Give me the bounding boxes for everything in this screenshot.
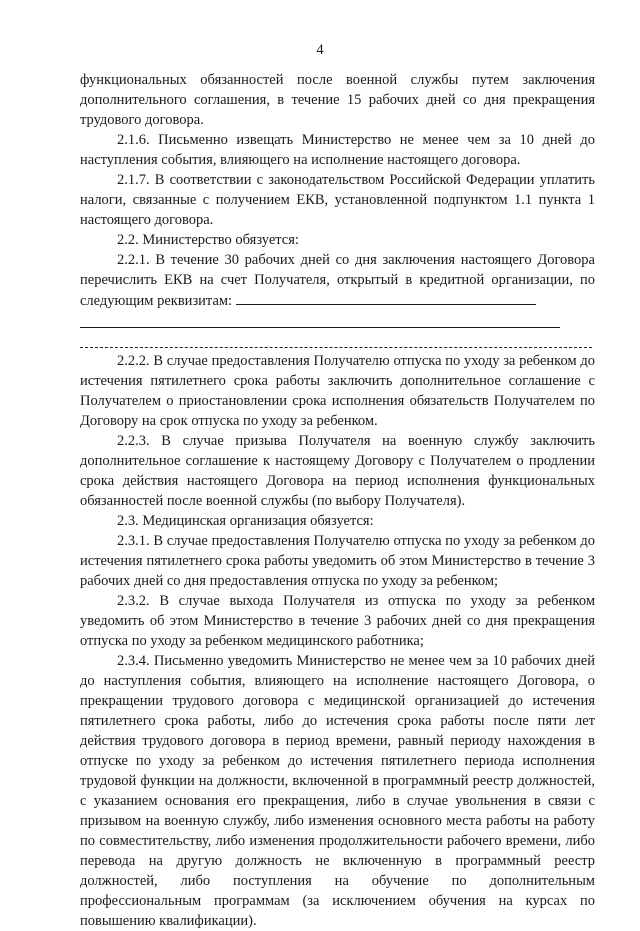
paragraph-2-2-1-text: 2.2.1. В течение 30 рабочих дней со дня заключения настоящего Договора перечислить ЕКВ на счет Получателя, открытый в кредитной организации, по следующим реквизитам: bbox=[80, 252, 595, 309]
paragraph-2-1-6: 2.1.6. Письменно извещать Министерство не менее чем за 10 дней до наступления события, влияющего на исполнение настоящего договора. bbox=[80, 132, 595, 168]
section-2-3-heading: 2.3. Медицинская организация обязуется: bbox=[117, 513, 374, 529]
paragraph-2-3-2: 2.3.2. В случае выхода Получателя из отпуска по уходу за ребенком уведомить об этом Министерство в течение 3 рабочих дней со дня прекращения отпуска по уходу за ребенком медицинского работника; bbox=[80, 593, 595, 649]
page-number: 4 bbox=[316, 42, 324, 58]
paragraph-2-2-1 bbox=[80, 250, 595, 311]
requisites-fill-line bbox=[236, 290, 536, 305]
paragraph-2-2-2: 2.2.2. В случае предоставления Получателю отпуска по уходу за ребенком до истечения пятилетнего срока работы заключить дополнительное соглашение с Получателем о приостановлении срока исполнения обязательств Получателем по Договору на срок отпуска по уходу за ребенком. bbox=[80, 353, 595, 429]
document-body bbox=[80, 70, 595, 931]
paragraph-2-3-4: 2.3.4. Письменно уведомить Министерство не менее чем за 10 рабочих дней до наступления события, влияющего на исполнение настоящего Договора, о прекращении трудового договора с медицинской организацией до истечения пятилетнего срока работы, либо до истечения срока работы после пяти лет действия трудового договора в период времени, равный периоду нахождения в отпуске по уходу за ребенком до истечения пятилетнего периода исполнения трудовой функции на должности, включенной в программный реестр должностей, с указанием основания его прекращения, либо в случае увольнения в связи с призывом на военную службу, либо изменения основного места работы на работу по совместительству, либо изменения продолжительности рабочего времени, либо перевода на другую должность не включенную в программный реестр должностей, либо поступления на обучение по дополнительным профессиональным программам (за исключением обучения на курсах по повышению квалификации). bbox=[80, 653, 595, 929]
requisites-blank-line-1 bbox=[80, 311, 595, 331]
requisites-blank-line-2 bbox=[80, 331, 595, 351]
section-2-2-heading: 2.2. Министерство обязуется: bbox=[117, 232, 299, 248]
paragraph-2-3-1: 2.3.1. В случае предоставления Получателю отпуска по уходу за ребенком до истечения пятилетнего срока работы уведомить об этом Министерство в течение 3 рабочих дней со дня предоставления отпуска по уходу за ребенком; bbox=[80, 533, 595, 589]
paragraph-2-1-7: 2.1.7. В соответствии с законодательством Российской Федерации уплатить налоги, связанные с получением ЕКВ, установленной подпунктом 1.1 пункта 1 настоящего договора. bbox=[80, 172, 595, 228]
paragraph-2-2-3: 2.2.3. В случае призыва Получателя на военную службу заключить дополнительное соглашение к настоящему Договору с Получателем о продлении срока действия настоящего Договора на период исполнения функциональных обязанностей после военной службы (по выбору Получателя). bbox=[80, 433, 595, 509]
paragraph-continuation: функциональных обязанностей после военной службы путем заключения дополнительного соглашения, в течение 15 рабочих дней со дня прекращения трудового договора. bbox=[80, 72, 595, 128]
